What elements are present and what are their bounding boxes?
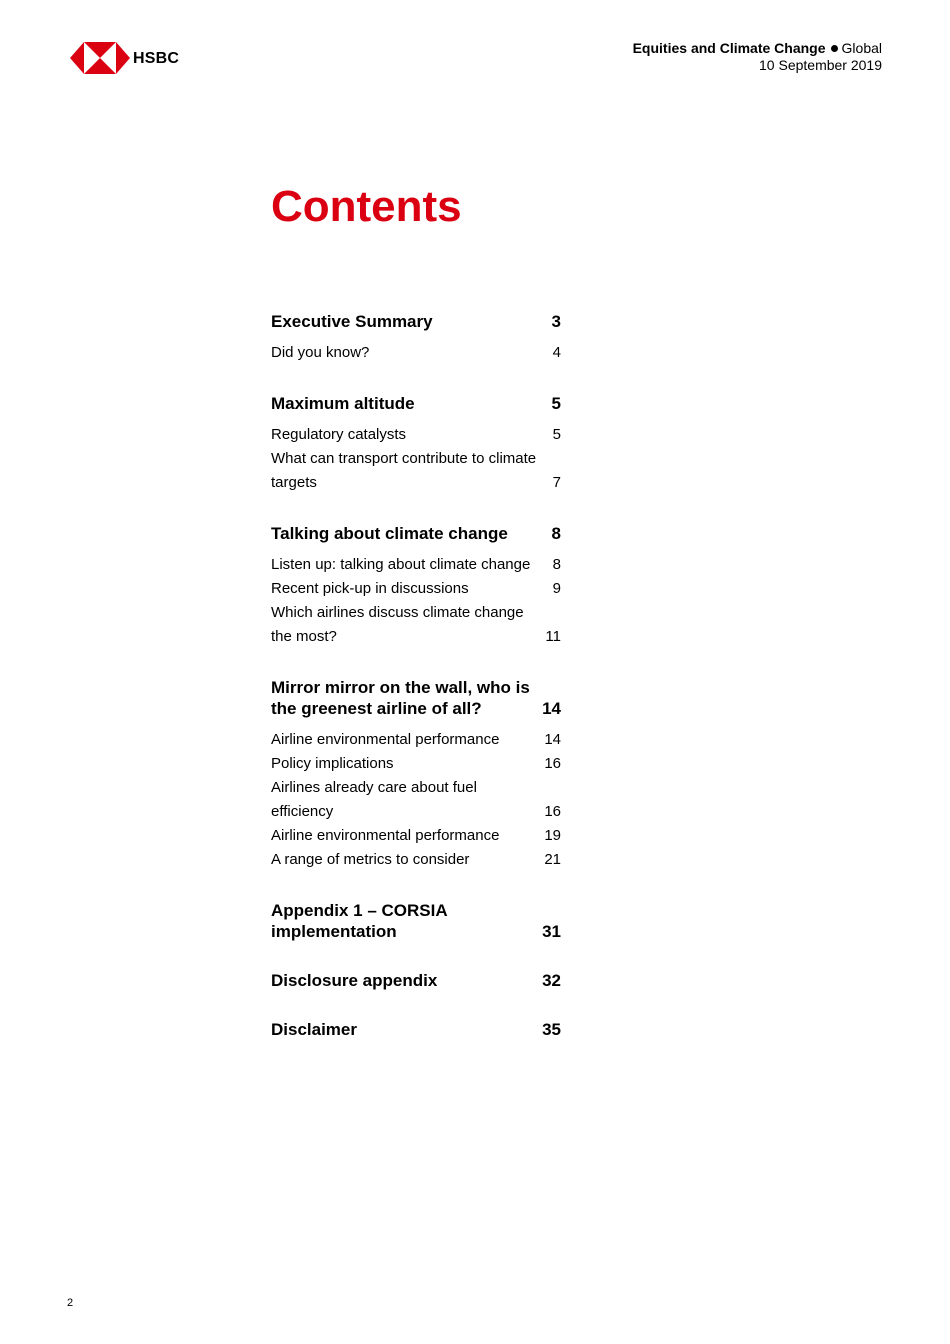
toc-entry-label: A range of metrics to consider [271, 851, 470, 868]
toc-heading-page: 32 [542, 971, 561, 990]
table-of-contents [271, 311, 561, 1068]
toc-heading[interactable] [271, 900, 561, 942]
toc-heading-label: Talking about climate change [271, 524, 508, 543]
toc-heading-label: Disclaimer [271, 1020, 357, 1039]
toc-entry[interactable] [271, 341, 561, 365]
hexagon-logo-icon [70, 42, 130, 74]
toc-section [271, 970, 561, 991]
toc-section [271, 523, 561, 649]
toc-entry-page: 16 [544, 803, 561, 820]
toc-entry-label: Listen up: talking about climate change [271, 556, 531, 573]
page-title: Contents [271, 182, 462, 231]
toc-heading[interactable] [271, 677, 561, 719]
report-region: Global [841, 40, 882, 56]
toc-heading[interactable] [271, 523, 561, 544]
toc-heading-label: Mirror mirror on the wall, who is the greenest airline of all? [271, 678, 530, 718]
page-number: 2 [67, 1297, 74, 1309]
toc-heading-page: 14 [542, 699, 561, 718]
toc-section [271, 311, 561, 365]
toc-entry-label: Regulatory catalysts [271, 426, 407, 443]
toc-entry-page: 11 [545, 628, 561, 645]
toc-entry-label: Did you know? [271, 344, 370, 361]
toc-heading[interactable] [271, 311, 561, 332]
toc-entry[interactable] [271, 824, 561, 848]
toc-entry-label: Airlines already care about fuel efficiency [271, 779, 477, 820]
toc-heading-label: Appendix 1 – CORSIA implementation [271, 901, 448, 941]
toc-entry[interactable] [271, 848, 561, 872]
toc-heading-page: 3 [551, 312, 561, 331]
toc-section [271, 677, 561, 872]
toc-entry-page: 7 [552, 474, 561, 491]
toc-entry[interactable] [271, 601, 561, 649]
toc-section [271, 900, 561, 942]
report-header [633, 40, 882, 74]
report-date: 10 September 2019 [759, 57, 882, 73]
toc-heading-page: 5 [551, 394, 561, 413]
toc-entry-page: 4 [552, 344, 561, 361]
toc-entry-page: 19 [544, 827, 561, 844]
toc-heading[interactable] [271, 1019, 561, 1040]
bullet-icon [831, 45, 838, 52]
toc-heading-page: 8 [551, 524, 561, 543]
toc-entry-page: 8 [552, 556, 561, 573]
toc-entry-page: 14 [544, 731, 561, 748]
toc-entry[interactable] [271, 752, 561, 776]
toc-entry-page: 9 [552, 580, 561, 597]
toc-entry-label: Policy implications [271, 755, 394, 772]
toc-entry-label: Airline environmental performance [271, 731, 500, 748]
toc-entry[interactable] [271, 447, 561, 495]
toc-entry-label: What can transport contribute to climate targets [271, 450, 537, 491]
toc-heading-label: Maximum altitude [271, 394, 415, 413]
report-series: Equities and Climate Change [632, 40, 826, 56]
toc-heading[interactable] [271, 970, 561, 991]
toc-entry-label: Recent pick-up in discussions [271, 580, 469, 597]
toc-entry[interactable] [271, 553, 561, 577]
toc-section [271, 393, 561, 495]
toc-heading-page: 31 [542, 922, 561, 941]
toc-entry-label: Airline environmental performance [271, 827, 500, 844]
toc-entry-label: Which airlines discuss climate change the most? [271, 604, 524, 645]
toc-heading[interactable] [271, 393, 561, 414]
toc-entry[interactable] [271, 728, 561, 752]
toc-section [271, 1019, 561, 1040]
toc-entry-page: 21 [544, 851, 561, 868]
toc-entry[interactable] [271, 577, 561, 601]
toc-heading-page: 35 [542, 1020, 561, 1039]
toc-entry-page: 16 [544, 755, 561, 772]
toc-entry-page: 5 [552, 426, 561, 443]
toc-heading-label: Executive Summary [271, 312, 433, 331]
toc-entry[interactable] [271, 776, 561, 824]
brand-name: HSBC [133, 50, 180, 67]
toc-entry[interactable] [271, 423, 561, 447]
toc-heading-label: Disclosure appendix [271, 971, 438, 990]
